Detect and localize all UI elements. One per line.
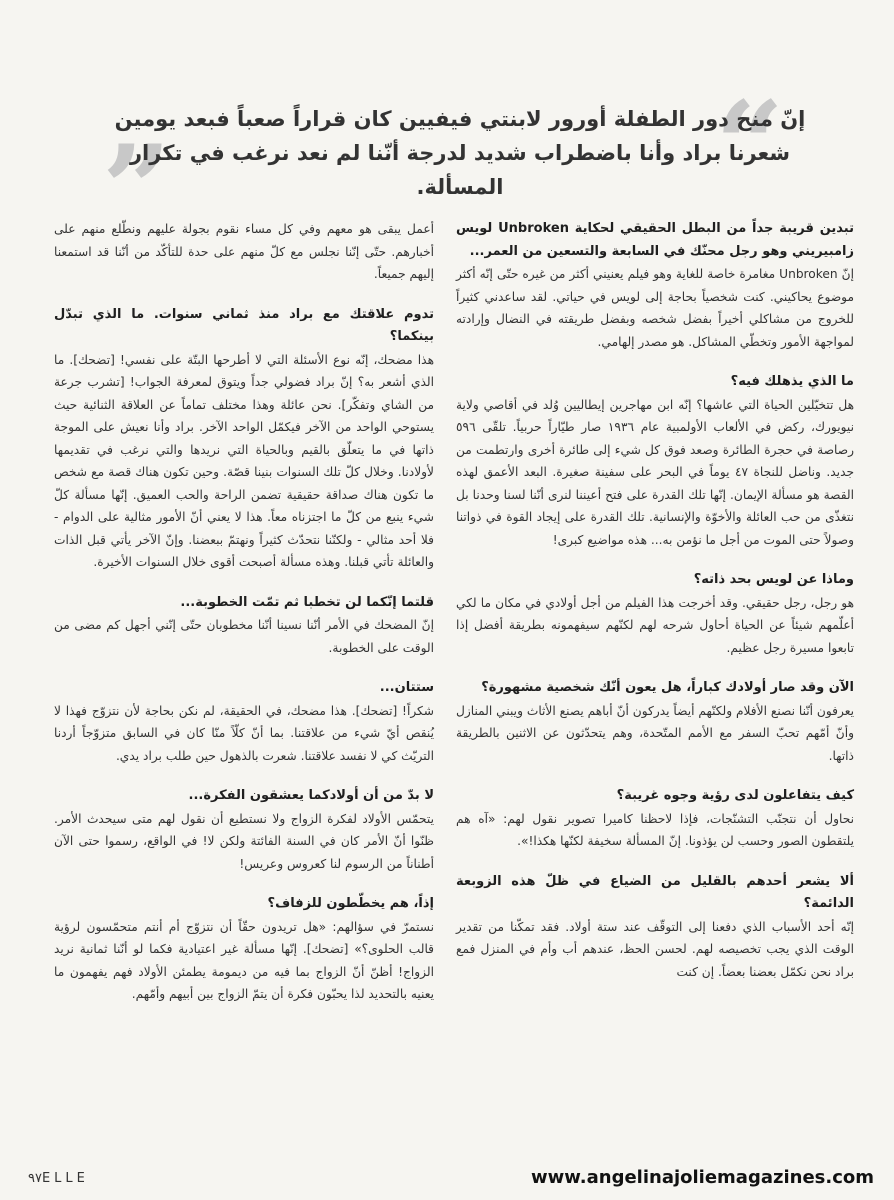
interview-question: وماذا عن لويس بحد ذاته؟	[693, 572, 854, 587]
interview-section	[54, 218, 434, 286]
interview-question: ستتان...	[379, 680, 434, 695]
pull-quote-text: إنّ منح دور الطفلة أورور لابنتي فيفيين كان قراراً صعباً فبعد يومين شعرنا براد وأنا باضطراب شديد لدرجة أنّنا لم نعد نرغب في تكرار المسألة.	[114, 107, 806, 199]
right-column	[456, 218, 854, 1001]
interview-answer: هذا مضحك، إنّه نوع الأسئلة التي لا أطرحها البتّة على نفسي! [تضحك]. ما الذي أشعر به؟ إنّ براد فضولي جداً ويتوق لمعرفة الجواب! [تشرب جرعة من الشاي وتفكّر]. نحن عائلة وهذا مختلف تماماً عن العلاقة الثنائية حيث يستوحي الواحد من الآخر فيكمّل الواحد الآخر. براد وأنا نعيش على الموجة ذاتها في ما يتعلّق بالقيم وبالحياة التي نريدها والتي نرغب في تقديمها لأولادنا. وخلال كلّ تلك السنوات بنينا قصّة. وحين تكون هناك قصة مع شخص ما تكون هناك صداقة حقيقية تضمن الراحة والحب العميق. إنّها مسألة كلّ شيء ينبع من كلّ ما اجتزناه معاً. هذا لا يعني أنّ الأمور مثالية على الدوام - فلا أحد مثالي - ولكنّنا نتحدّث كثيراً ونهتمّ ببعضنا. وإنّ الآخر يأتي قبل الذات والعائلة تأتي قبلنا. وهذه مسألة أصبحت أقوى خلال السنوات الأخيرة.	[54, 352, 434, 569]
interview-section	[54, 592, 434, 660]
interview-answer: إنّه أحد الأسباب الذي دفعنا إلى التوقّف عند ستة أولاد. فقد تمكّنا من تقدير الوقت الذي يجب تخصيصه لهم. لحسن الحظ، عندهم أب وأم في المنزل فمع براد نحن نكمّل بعضنا بعضاً. إن كنت	[456, 919, 854, 979]
interview-answer: إنّ Unbroken مغامرة خاصة للغاية وهو فيلم يعنيني أكثر من غيره حتّى إنّه أكثر موضوع يحاكيني. كنت شخصياً بحاجة إلى لويس في حياتي. لقد ساعدني كثيراً للخروج من مشاكلي أخيراً بفضل شخصه وبفضل طريقته في النضال وإرادته لمواجهة الأمور وتخطّي المشاكل. هو مصدر إلهامي.	[456, 267, 854, 349]
interview-section	[54, 785, 434, 875]
interview-section	[456, 569, 854, 659]
interview-answer: هو رجل، رجل حقيقي. وقد أخرجت هذا الفيلم من أجل أولادي في مكان ما لكي أعلّمهم شيئاً عن الحياة أحاول شرحه لهم لكنّهم سيفهمونه بطريقة أفضل إذا تابعوا مسيرة رجل عظيم.	[456, 595, 854, 655]
interview-answer: إنّ المضحك في الأمر أنّنا نسينا أنّنا مخطوبان حتّى إنّني أجهل كم مضى من الوقت على الخطوبة.	[54, 618, 434, 655]
interview-question: ما الذي يذهلك فيه؟	[730, 374, 854, 389]
pull-quote	[110, 102, 810, 204]
interview-answer: يتحمّس الأولاد لفكرة الزواج ولا نستطيع أن نقول لهم متى سيحدث الأمر. ظنّوا أنّ الأمر كان في السنة الفائتة ولكن لا! في الواقع، رسموا حتى الآن أطناناً من الرسوم لنا كعروس وعريس!	[54, 811, 434, 871]
interview-section	[456, 218, 854, 353]
left-column	[54, 218, 434, 1024]
interview-question: لا بدّ من أن أولادكما يعشقون الفكرة...	[188, 788, 434, 803]
interview-answer: أعمل يبقى هو معهم وفي كل مساء نقوم بجولة عليهم ونطّلع منهم على أخبارهم. حتّى إنّنا نجلس مع كلّ منهم على حدة للتأكّد من أنّنا قد استمعنا إليهم جميعاً.	[54, 222, 434, 281]
interview-section	[456, 785, 854, 853]
interview-answer: نستمرّ في سؤالهم: «هل تريدون حقّاً أن نتزوّج أم أنتم متحمّسون لرؤية قالب الحلوى؟» [تضحك]. إنّها مسألة غير اعتيادية فكما لو أنّنا ثمانية نريد الزواج! أظنّ أنّ الزواج بما فيه من ديمومة يطمئن الأولاد فهم يفهمون ما يعنيه بالتحديد لذا يحبّون فكرة أن يتمّ الزواج بين أبيهم وأمّهم.	[54, 919, 434, 1001]
page-number-label: ٩٧ELLE	[28, 1171, 89, 1186]
interview-question: تدوم علاقتك مع براد منذ ثماني سنوات. ما الذي تبدّل بينكما؟	[54, 306, 434, 344]
interview-question: قلتما إنّكما لن تخطبا ثم تمّت الخطوبة...	[180, 594, 434, 610]
interview-section	[456, 871, 854, 984]
closing-quote-mark: ”	[102, 119, 172, 260]
interview-section	[456, 371, 854, 551]
interview-answer: هل تتخيّلين الحياة التي عاشها؟ إنّه ابن مهاجرين إيطاليين وُلد في أقاصي ولاية نيويورك، ركض في الألعاب الأولمبية عام ١٩٣٦ صار طيّاراً حربياً. تلقّى ٥٩٦ رصاصة في حجرة الطائرة وصعد فوق كل شيء إلى طائرة أخرى وارتطمت من جديد. وناضل للنجاة ٤٧ يوماً في البحر على سفينة صغيرة. البعد الأعمق لهذه القصة هو مسألة الإيمان. إنّها تلك القدرة على فتح أعيننا لنرى أنّنا لسنا وحدنا بل نتغذّى من حب العائلة والأخوّة والإنسانية. تلك القدرة على إيجاد القوة في ذواتنا وصولاً حتى الموت من أجل ما نؤمن به... هذه مواضيع كبرى!	[456, 397, 854, 547]
interview-answer: يعرفون أنّنا نصنع الأفلام ولكنّهم أيضاً يدركون أنّ أباهم يصنع الأثاث ويبني المنازل وأنّ أمّهم تحبّ السفر مع الأمم المتّحدة، وهم يتحدّثون عن الاثنين بالطريقة ذاتها.	[456, 703, 854, 763]
interview-question: تبدين قريبة جداً من البطل الحقيقي لحكاية Unbroken لويس زامبيريني وهو رجل محنّك في السابعة والتسعين من العمر...	[456, 221, 854, 259]
interview-question: كيف يتفاعلون لدى رؤية وجوه غريبة؟	[616, 788, 854, 803]
interview-answer: نحاول أن نتجنّب التشنّجات، فإذا لاحظنا كاميرا تصوير نقول لهم: «آه هم يلتقطون الصور وحسب لن يؤذونا. إنّ المسألة سخيفة لكنّها هكذا!».	[456, 811, 854, 848]
interview-section	[54, 893, 434, 1006]
website-watermark: www.angelinajoliemagazines.com	[531, 1167, 874, 1188]
interview-section	[54, 677, 434, 767]
interview-question: إذاً، هم يخطّطون للزفاف؟	[267, 896, 434, 911]
opening-quote-mark: “	[714, 75, 784, 216]
interview-question: ألا يشعر أحدهم بالقليل من الضياع في ظلّ هذه الزوبعة الدائمة؟	[456, 873, 854, 911]
interview-section	[456, 677, 854, 767]
interview-section	[54, 304, 434, 574]
interview-question: الآن وقد صار أولادك كباراً، هل يعون أنّك شخصية مشهورة؟	[481, 680, 854, 695]
interview-answer: شكراً! [تضحك]. هذا مضحك، في الحقيقة، لم نكن بحاجة لأن نتزوّج فهذا لا يُنقص أيّ شيء من علاقتنا. بما أنّ كلّاً منّا كان في السابق متزوّجاً أردنا التريّث كي لا نفسد علاقتنا. شعرت بالذهول حين طلب براد يدي.	[54, 703, 434, 763]
